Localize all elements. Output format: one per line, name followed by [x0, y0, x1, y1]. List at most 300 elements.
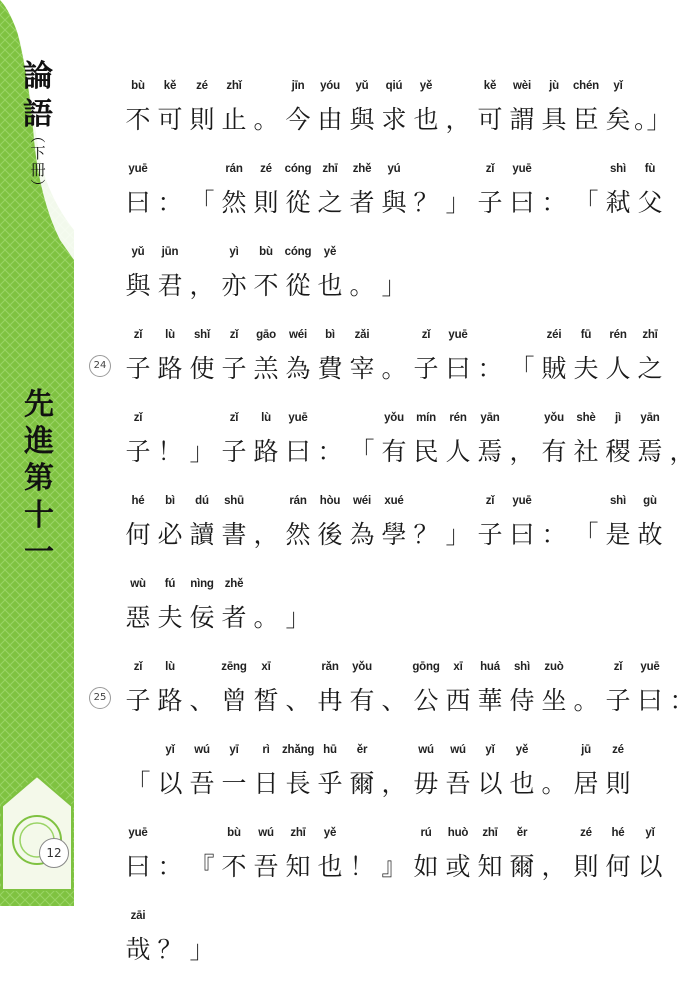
- pinyin-syllable: yǐ: [613, 80, 623, 92]
- hanzi-char: 曾: [221, 686, 247, 715]
- hanzi-char: 為: [349, 520, 375, 549]
- text-line: [122, 827, 663, 910]
- pinyin-syllable: zé: [612, 744, 624, 756]
- hanzi-char: 不: [221, 852, 247, 881]
- pinyin-syllable: [378, 661, 410, 683]
- pinyin-syllable: jū: [581, 744, 591, 756]
- book-title: 論 語: [23, 59, 53, 132]
- hanzi-char: 社: [573, 437, 599, 466]
- hanzi-char: ，: [381, 769, 407, 798]
- hanzi-char: 。: [253, 105, 279, 134]
- hanzi-row: [122, 683, 695, 719]
- pinyin-syllable: zǎi: [354, 329, 370, 341]
- pinyin-syllable: lù: [165, 661, 175, 673]
- pinyin-syllable: hòu: [319, 495, 341, 507]
- pinyin-syllable: yuē: [128, 163, 148, 175]
- hanzi-char: 以: [637, 852, 663, 881]
- pinyin-syllable: dú: [195, 495, 209, 507]
- hanzi-char: ，: [669, 437, 695, 466]
- hanzi-char: ，: [509, 437, 535, 466]
- hanzi-char: 也: [509, 769, 535, 798]
- hanzi-char: 路: [253, 437, 279, 466]
- pinyin-syllable: kě: [163, 80, 177, 92]
- pinyin-syllable: zé: [196, 80, 208, 92]
- pinyin-syllable: wú: [418, 744, 434, 756]
- hanzi-char: 一: [221, 769, 247, 798]
- pinyin-syllable: [538, 827, 570, 849]
- hanzi-char: 『: [189, 852, 215, 881]
- pinyin-syllable: zhī: [642, 329, 658, 341]
- hanzi-char: 吾: [189, 769, 215, 798]
- hanzi-char: 可: [477, 105, 503, 134]
- hanzi-char: 「: [189, 188, 215, 217]
- pinyin-syllable: wéi: [353, 495, 371, 507]
- hanzi-char: 「: [509, 354, 535, 383]
- hanzi-char: 則: [189, 105, 215, 134]
- pinyin-syllable: rán: [225, 163, 243, 175]
- pinyin-syllable: shì: [513, 661, 530, 673]
- pinyin-syllable: yān: [480, 412, 500, 424]
- pinyin-row: [122, 827, 655, 849]
- pinyin-syllable: yì: [229, 246, 239, 258]
- hanzi-char: 子: [477, 188, 503, 217]
- pinyin-syllable: [378, 246, 410, 268]
- text-line: [122, 495, 663, 578]
- text-line: [93, 329, 663, 412]
- pinyin-syllable: bù: [227, 827, 241, 839]
- pinyin-syllable: gāo: [256, 329, 276, 341]
- pinyin-syllable: yě: [419, 80, 433, 92]
- hanzi-char: 何: [125, 520, 151, 549]
- hanzi-row: [122, 849, 663, 885]
- pinyin-syllable: zǐ: [133, 661, 143, 673]
- hanzi-char: 。: [349, 271, 375, 300]
- hanzi-char: ：: [157, 188, 183, 217]
- hanzi-char: 宰: [349, 354, 375, 383]
- passage-number-badge: 25: [89, 687, 111, 709]
- pinyin-syllable: jù: [549, 80, 559, 92]
- pinyin-syllable: [250, 495, 282, 517]
- hanzi-char: ：: [157, 852, 183, 881]
- hanzi-char: 』: [381, 852, 407, 881]
- pinyin-syllable: [282, 578, 314, 600]
- pinyin-syllable: wú: [258, 827, 274, 839]
- pinyin-syllable: [538, 495, 570, 517]
- hanzi-char: ？: [413, 520, 439, 549]
- pinyin-syllable: zé: [580, 827, 592, 839]
- hanzi-char: 今: [285, 105, 311, 134]
- pinyin-syllable: [186, 246, 218, 268]
- chapter-title: 先 進 第 十 一: [24, 387, 54, 570]
- pinyin-syllable: ěr: [356, 744, 368, 756]
- pinyin-syllable: [506, 412, 538, 434]
- hanzi-row: [122, 932, 542, 968]
- pinyin-row: [122, 80, 623, 102]
- hanzi-char: 子: [125, 686, 151, 715]
- hanzi-row: [122, 268, 542, 304]
- pinyin-syllable: wéi: [289, 329, 307, 341]
- hanzi-char: 書: [221, 520, 247, 549]
- hanzi-char: 曰: [509, 188, 535, 217]
- hanzi-char: 子: [125, 354, 151, 383]
- hanzi-char: ：: [669, 686, 695, 715]
- hanzi-char: ？: [413, 188, 439, 217]
- pinyin-syllable: qiú: [385, 80, 403, 92]
- hanzi-char: 。: [573, 686, 599, 715]
- pinyin-syllable: yī: [229, 744, 239, 756]
- pinyin-syllable: xī: [261, 661, 271, 673]
- pinyin-syllable: yuē: [288, 412, 308, 424]
- hanzi-char: 也: [317, 852, 343, 881]
- pinyin-syllable: yě: [323, 827, 337, 839]
- pinyin-syllable: xī: [453, 661, 463, 673]
- hanzi-char: 可: [157, 105, 183, 134]
- pinyin-syllable: yóu: [320, 80, 340, 92]
- pinyin-syllable: zǐ: [485, 163, 495, 175]
- text-line: [93, 661, 695, 744]
- pinyin-syllable: [154, 412, 186, 434]
- pinyin-syllable: rán: [289, 495, 307, 507]
- hanzi-char: 吾: [253, 852, 279, 881]
- pinyin-syllable: zhě: [224, 578, 244, 590]
- pinyin-syllable: lù: [261, 412, 271, 424]
- pinyin-row: [122, 661, 660, 683]
- hanzi-char: 也: [413, 105, 439, 134]
- pinyin-syllable: zǐ: [229, 412, 239, 424]
- hanzi-char: 有: [349, 686, 375, 715]
- pinyin-syllable: xué: [384, 495, 404, 507]
- hanzi-char: 具: [541, 105, 567, 134]
- pinyin-syllable: [634, 80, 666, 102]
- green-sidebar: [0, 0, 74, 906]
- pinyin-syllable: bì: [165, 495, 175, 507]
- hanzi-char: 也: [317, 271, 343, 300]
- hanzi-char: 夫: [573, 354, 599, 383]
- hanzi-char: 與: [349, 105, 375, 134]
- pinyin-syllable: [186, 910, 218, 932]
- hanzi-char: 從: [285, 271, 311, 300]
- hanzi-char: 不: [253, 271, 279, 300]
- hanzi-char: 曰: [125, 188, 151, 217]
- pinyin-syllable: yě: [515, 744, 529, 756]
- pinyin-syllable: zé: [260, 163, 272, 175]
- hanzi-char: 使: [189, 354, 215, 383]
- pinyin-syllable: cóng: [284, 163, 312, 175]
- text-line: [122, 412, 695, 495]
- hanzi-char: 者: [221, 603, 247, 632]
- pinyin-syllable: [282, 661, 314, 683]
- pinyin-syllable: zēng: [221, 661, 247, 673]
- hanzi-char: 爾: [509, 852, 535, 881]
- hanzi-char: 夫: [157, 603, 183, 632]
- hanzi-char: 哉: [125, 935, 151, 964]
- pinyin-syllable: wú: [450, 744, 466, 756]
- hanzi-char: 侍: [509, 686, 535, 715]
- hanzi-char: 必: [157, 520, 183, 549]
- pinyin-syllable: yuē: [640, 661, 660, 673]
- hanzi-char: 」: [381, 271, 407, 300]
- hanzi-char: ，: [541, 852, 567, 881]
- pinyin-syllable: yuē: [128, 827, 148, 839]
- pinyin-syllable: huá: [480, 661, 500, 673]
- hanzi-char: 何: [605, 852, 631, 881]
- pinyin-syllable: shì: [609, 495, 626, 507]
- pinyin-syllable: yān: [640, 412, 660, 424]
- pinyin-syllable: fū: [580, 329, 592, 341]
- pinyin-syllable: rú: [420, 827, 432, 839]
- hanzi-char: 、: [285, 686, 311, 715]
- pinyin-syllable: [442, 80, 474, 102]
- hanzi-char: 曰: [125, 852, 151, 881]
- pinyin-syllable: jūn: [161, 246, 179, 258]
- pinyin-syllable: wèi: [513, 80, 531, 92]
- pinyin-syllable: hé: [611, 827, 625, 839]
- pinyin-syllable: shè: [576, 412, 596, 424]
- pinyin-syllable: [154, 827, 186, 849]
- pinyin-syllable: [378, 744, 410, 766]
- hanzi-char: 有: [541, 437, 567, 466]
- pinyin-syllable: cóng: [284, 246, 312, 258]
- passage-number-badge: 24: [89, 355, 111, 377]
- text-line: [122, 744, 631, 827]
- hanzi-char: 子: [221, 354, 247, 383]
- pinyin-syllable: rǎn: [321, 661, 339, 673]
- hanzi-char: 路: [157, 354, 183, 383]
- hanzi-char: 毋: [413, 769, 439, 798]
- pinyin-syllable: [250, 578, 282, 600]
- pinyin-syllable: wù: [130, 578, 146, 590]
- hanzi-char: 曰: [445, 354, 471, 383]
- pinyin-syllable: [186, 827, 218, 849]
- pinyin-syllable: jì: [615, 412, 621, 424]
- hanzi-char: 故: [637, 520, 663, 549]
- pinyin-syllable: [346, 412, 378, 434]
- pinyin-row: [122, 578, 542, 600]
- pinyin-syllable: [570, 495, 602, 517]
- hanzi-char: 。: [253, 603, 279, 632]
- pinyin-row: [122, 744, 624, 766]
- pinyin-syllable: [314, 412, 346, 434]
- text-line: [122, 578, 542, 661]
- hanzi-char: ！: [157, 437, 183, 466]
- hanzi-char: 惡: [125, 603, 151, 632]
- hanzi-char: 是: [605, 520, 631, 549]
- hanzi-char: 西: [445, 686, 471, 715]
- pinyin-syllable: rén: [449, 412, 467, 424]
- pinyin-syllable: [442, 163, 474, 185]
- pinyin-syllable: yǔ: [355, 80, 369, 92]
- hanzi-char: 費: [317, 354, 343, 383]
- pinyin-syllable: yú: [387, 163, 401, 175]
- pinyin-syllable: yuē: [512, 163, 532, 175]
- pinyin-syllable: [442, 495, 474, 517]
- pinyin-syllable: [186, 661, 218, 683]
- hanzi-char: 」: [189, 437, 215, 466]
- hanzi-char: 與: [381, 188, 407, 217]
- pinyin-syllable: nìng: [190, 578, 214, 590]
- hanzi-char: 子: [477, 520, 503, 549]
- hanzi-char: 後: [317, 520, 343, 549]
- hanzi-char: ，: [445, 105, 471, 134]
- pinyin-row: [122, 163, 656, 185]
- pinyin-syllable: shǐ: [193, 329, 210, 341]
- hanzi-char: 居: [573, 769, 599, 798]
- pinyin-syllable: ěr: [516, 827, 528, 839]
- pinyin-syllable: yǐ: [165, 744, 175, 756]
- pinyin-row: [122, 329, 658, 351]
- pinyin-syllable: gōng: [412, 661, 440, 673]
- pinyin-row: [122, 495, 657, 517]
- pinyin-syllable: yuē: [512, 495, 532, 507]
- hanzi-char: 求: [381, 105, 407, 134]
- pinyin-syllable: hū: [323, 744, 337, 756]
- pinyin-syllable: zǐ: [421, 329, 431, 341]
- pinyin-syllable: huò: [447, 827, 469, 839]
- pinyin-syllable: [410, 495, 442, 517]
- hanzi-char: 坐: [541, 686, 567, 715]
- hanzi-row: [122, 185, 663, 221]
- hanzi-char: 曰: [285, 437, 311, 466]
- hanzi-char: 弒: [605, 188, 631, 217]
- hanzi-char: 謂: [509, 105, 535, 134]
- hanzi-char: 賊: [541, 354, 567, 383]
- pinyin-row: [122, 412, 660, 434]
- hanzi-char: 。: [541, 769, 567, 798]
- hanzi-char: 不: [125, 105, 151, 134]
- hanzi-char: ？: [157, 935, 183, 964]
- pinyin-syllable: bù: [131, 80, 145, 92]
- hanzi-char: ！: [349, 852, 375, 881]
- hanzi-char: 爾: [349, 769, 375, 798]
- text-line: [122, 910, 542, 993]
- hanzi-char: 有: [381, 437, 407, 466]
- pinyin-syllable: wú: [194, 744, 210, 756]
- pinyin-syllable: mín: [416, 412, 436, 424]
- pinyin-syllable: [186, 412, 218, 434]
- hanzi-char: 以: [477, 769, 503, 798]
- hanzi-char: 臣: [573, 105, 599, 134]
- pinyin-syllable: [666, 661, 698, 683]
- pinyin-syllable: lù: [165, 329, 175, 341]
- pinyin-syllable: shū: [224, 495, 244, 507]
- hanzi-char: 日: [253, 769, 279, 798]
- pinyin-syllable: yǐ: [645, 827, 655, 839]
- pinyin-syllable: [538, 163, 570, 185]
- pinyin-syllable: bì: [325, 329, 335, 341]
- hanzi-char: 路: [157, 686, 183, 715]
- hanzi-char: ：: [541, 520, 567, 549]
- hanzi-char: 矣: [605, 105, 631, 134]
- pinyin-syllable: zéi: [546, 329, 562, 341]
- pinyin-syllable: [346, 246, 378, 268]
- hanzi-char: 。: [381, 354, 407, 383]
- hanzi-char: 或: [445, 852, 471, 881]
- hanzi-char: ：: [317, 437, 343, 466]
- text-line: [122, 80, 672, 163]
- hanzi-char: 父: [637, 188, 663, 217]
- hanzi-char: 如: [413, 852, 439, 881]
- pinyin-row: [122, 910, 542, 932]
- hanzi-char: 知: [285, 852, 311, 881]
- hanzi-char: 「: [573, 188, 599, 217]
- pinyin-syllable: zhǐ: [226, 80, 242, 92]
- hanzi-row: [122, 102, 672, 138]
- pinyin-syllable: fù: [644, 163, 656, 175]
- pinyin-syllable: zǐ: [133, 412, 143, 424]
- pinyin-syllable: kě: [483, 80, 497, 92]
- pinyin-syllable: [250, 80, 282, 102]
- pinyin-syllable: [506, 329, 538, 351]
- hanzi-char: 從: [285, 188, 311, 217]
- hanzi-char: 人: [605, 354, 631, 383]
- hanzi-char: 佞: [189, 603, 215, 632]
- volume-label: ︵ 下 冊 ︶: [30, 127, 46, 196]
- hanzi-char: 、: [189, 686, 215, 715]
- hanzi-row: [122, 517, 663, 553]
- hanzi-char: 以: [157, 769, 183, 798]
- hanzi-char: 曰: [637, 686, 663, 715]
- hanzi-char: 焉: [477, 437, 503, 466]
- pinyin-syllable: yǒu: [352, 661, 372, 673]
- hanzi-char: 子: [221, 437, 247, 466]
- hanzi-char: 讀: [189, 520, 215, 549]
- hanzi-char: 皙: [253, 686, 279, 715]
- pinyin-row: [122, 246, 542, 268]
- pinyin-syllable: [346, 827, 378, 849]
- hanzi-char: 與: [125, 271, 151, 300]
- text-line: [122, 246, 542, 329]
- pinyin-syllable: zǐ: [613, 661, 623, 673]
- hanzi-char: ，: [253, 520, 279, 549]
- hanzi-char: 羔: [253, 354, 279, 383]
- hanzi-char: 則: [605, 769, 631, 798]
- hanzi-char: 之: [317, 188, 343, 217]
- hanzi-char: 乎: [317, 769, 343, 798]
- pinyin-syllable: rì: [262, 744, 270, 756]
- hanzi-char: 則: [253, 188, 279, 217]
- hanzi-char: ：: [477, 354, 503, 383]
- hanzi-char: 、: [381, 686, 407, 715]
- hanzi-char: 則: [573, 852, 599, 881]
- pinyin-syllable: yuē: [448, 329, 468, 341]
- pinyin-syllable: zhǎng: [282, 744, 315, 756]
- hanzi-char: 知: [477, 852, 503, 881]
- hanzi-char: 子: [125, 437, 151, 466]
- hanzi-char: 者: [349, 188, 375, 217]
- hanzi-char: 。」: [634, 105, 672, 134]
- hanzi-char: 民: [413, 437, 439, 466]
- hanzi-char: 「: [573, 520, 599, 549]
- page-number: 12: [39, 838, 69, 868]
- pinyin-syllable: zǐ: [229, 329, 239, 341]
- pinyin-syllable: zāi: [130, 910, 146, 922]
- hanzi-char: 亦: [221, 271, 247, 300]
- pinyin-syllable: yǒu: [384, 412, 404, 424]
- hanzi-char: 」: [445, 188, 471, 217]
- pinyin-syllable: yě: [323, 246, 337, 258]
- pinyin-syllable: yǐ: [485, 744, 495, 756]
- hanzi-char: 公: [413, 686, 439, 715]
- hanzi-char: 學: [381, 520, 407, 549]
- hanzi-char: 焉: [637, 437, 663, 466]
- hanzi-char: 然: [221, 188, 247, 217]
- pinyin-syllable: chén: [572, 80, 600, 92]
- pinyin-syllable: shì: [609, 163, 626, 175]
- hanzi-char: 君: [157, 271, 183, 300]
- pinyin-syllable: [666, 412, 698, 434]
- hanzi-char: 人: [445, 437, 471, 466]
- pinyin-syllable: zhī: [290, 827, 306, 839]
